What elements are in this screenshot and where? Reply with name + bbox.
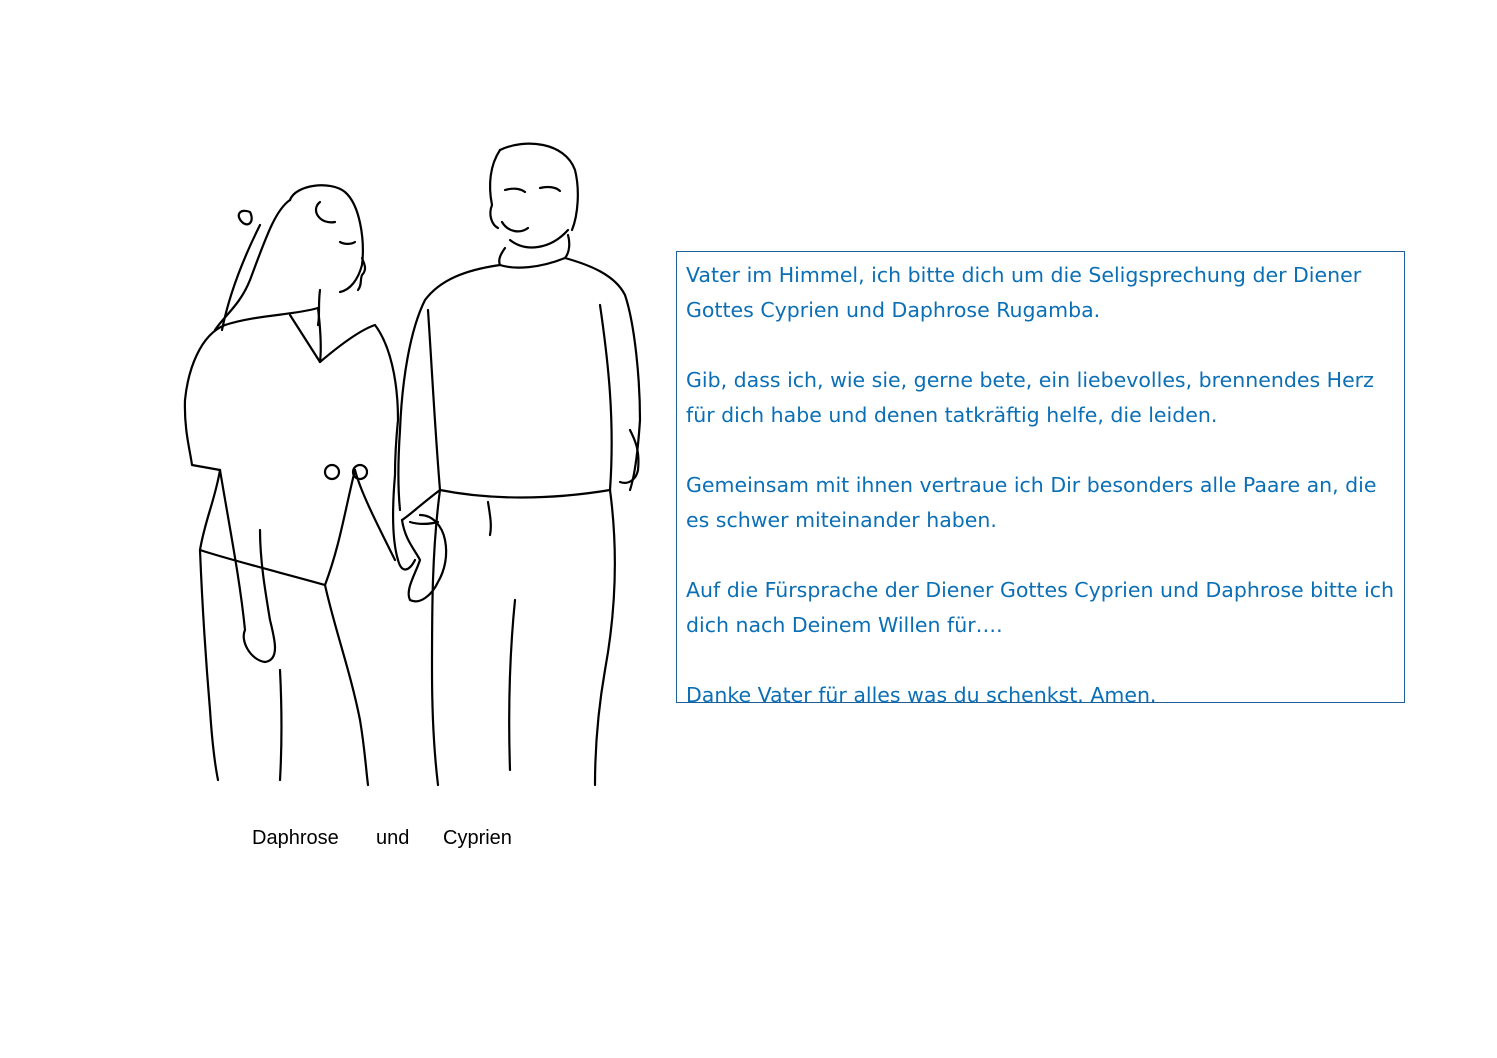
prayer-paragraph: Gemeinsam mit ihnen vertraue ich Dir besonders alle Paare an, die es schwer miteinander haben. xyxy=(686,473,1377,532)
prayer-paragraph: Danke Vater für alles was du schenkst. Amen. xyxy=(686,683,1157,707)
prayer-paragraph: Gib, dass ich, wie sie, gerne bete, ein liebevolles, brennendes Herz für dich habe und denen tatkräftig helfe, die leiden. xyxy=(686,368,1374,427)
caption-conjunction: und xyxy=(376,827,410,849)
illustration-caption xyxy=(252,827,532,850)
prayer-paragraph: Vater im Himmel, ich bitte dich um die Seligsprechung der Diener Gottes Cyprien und Daphrose Rugamba. xyxy=(686,263,1362,322)
couple-illustration xyxy=(170,130,660,790)
prayer-box xyxy=(676,251,1405,707)
caption-name-cyprien: Cyprien xyxy=(443,827,512,849)
caption-name-daphrose: Daphrose xyxy=(252,827,339,849)
prayer-paragraph: Auf die Fürsprache der Diener Gottes Cyprien und Daphrose bitte ich dich nach Deinem Willen für…. xyxy=(686,578,1395,637)
woman-figure xyxy=(185,185,415,785)
man-figure xyxy=(399,144,641,785)
